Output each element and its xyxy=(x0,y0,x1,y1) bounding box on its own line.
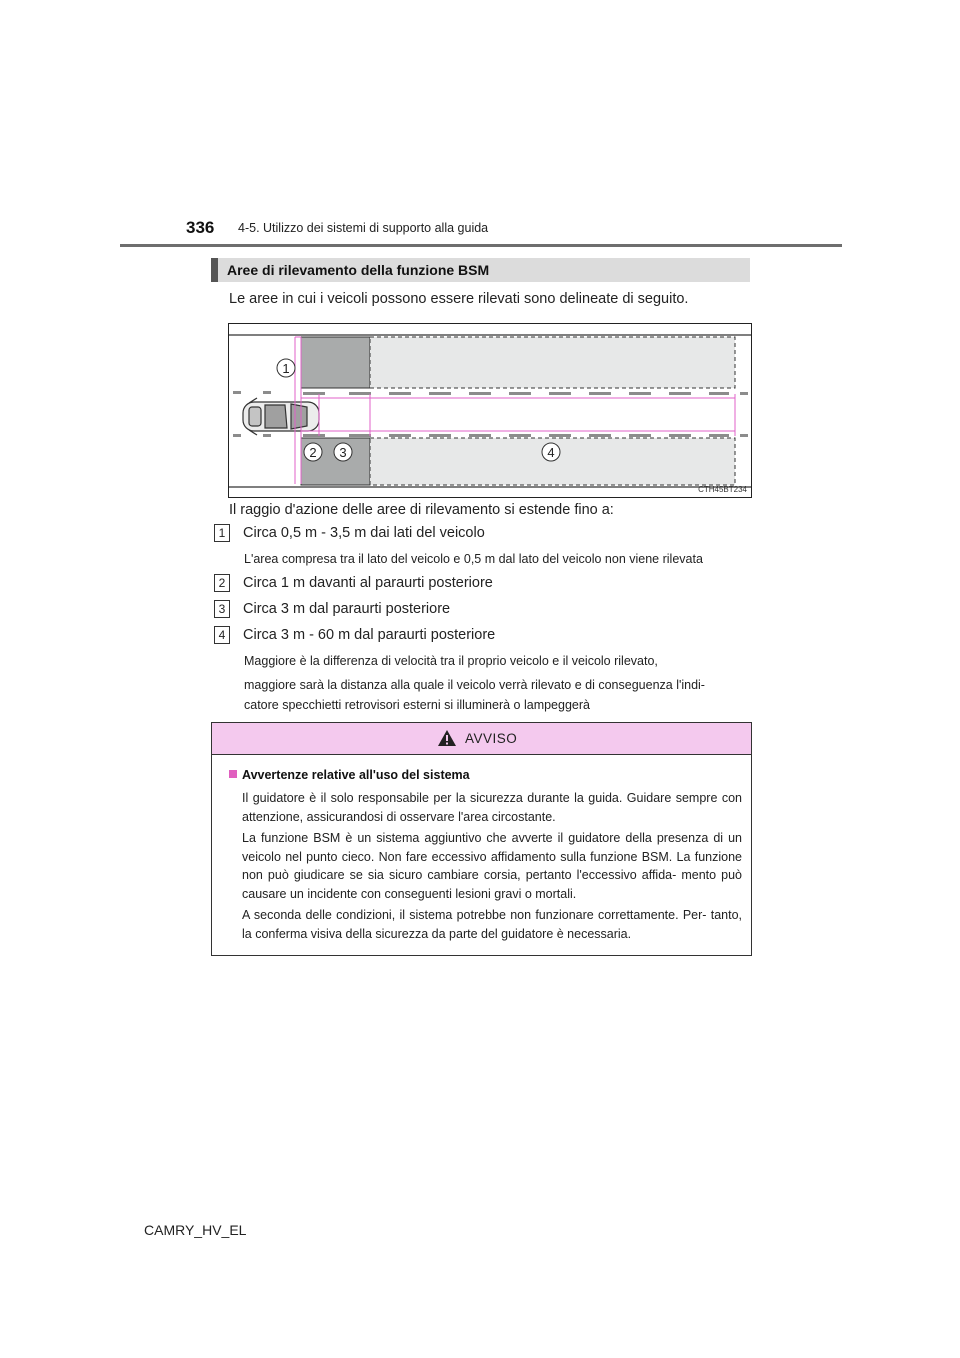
item-number: 3 xyxy=(214,600,230,618)
callout-2-label: 2 xyxy=(309,445,317,460)
title-bar-marker xyxy=(211,258,218,282)
section-title-bar xyxy=(211,258,750,282)
item-text: Circa 1 m davanti al paraurti posteriore xyxy=(243,574,493,591)
intro-text: Le aree in cui i veicoli possono essere rilevati sono delineate di seguito. xyxy=(229,291,689,307)
section-header: 4-5. Utilizzo dei sistemi di supporto alla guida xyxy=(238,221,489,235)
list-item xyxy=(214,524,485,542)
zone-top-far xyxy=(370,337,735,388)
range-intro: Il raggio d'azione delle aree di rilevamento si estende fino a: xyxy=(229,502,614,518)
item-note: L'area compresa tra il lato del veicolo e 0,5 m dal lato del veicolo non viene rilevata xyxy=(244,552,703,566)
item-number: 1 xyxy=(214,524,230,542)
list-item xyxy=(214,600,450,618)
footer-model-code: CAMRY_HV_EL xyxy=(144,1222,247,1238)
callout-4-label: 4 xyxy=(547,445,555,460)
zone-top-rear xyxy=(301,337,370,388)
callout-3 xyxy=(334,443,352,461)
warning-paragraph: A seconda delle condizioni, il sistema potrebbe non funzionare correttamente. Per- tanto, la conferma visiva della sicurezza da parte del guidatore è necessaria. xyxy=(242,908,742,941)
car-icon xyxy=(243,398,319,435)
callout-2 xyxy=(304,443,322,461)
item-text: Circa 3 m - 60 m dal paraurti posteriore xyxy=(243,626,496,643)
warning-triangle-icon xyxy=(437,729,457,747)
item-note: catore specchietti retrovisori esterni si illuminerà o lampeggerà xyxy=(244,698,590,712)
item-note: Maggiore è la differenza di velocità tra il proprio veicolo e il veicolo rilevato, xyxy=(244,654,658,668)
item-text: Circa 3 m dal paraurti posteriore xyxy=(243,600,451,617)
diagram-code: CTH45BT234 xyxy=(698,485,747,494)
warning-paragraph: La funzione BSM è un sistema aggiuntivo che avverte il guidatore della presenza di un veicolo nel punto cieco. Non fare eccessivo affidamento sulla funzione BSM. La funzione non può giudicare se sia sicuro cambiare corsia, pertanto l'eccessivo affida- mento può causare un incidente con conseguenti lesioni gravi o mortali. xyxy=(242,831,742,901)
item-text: Circa 0,5 m - 3,5 m dai lati del veicolo xyxy=(243,524,485,541)
warning-title: AVVISO xyxy=(465,731,518,746)
item-number: 4 xyxy=(214,626,230,644)
warning-paragraph: Il guidatore è il solo responsabile per la sicurezza durante la guida. Guidare sempre con attenzione, assicurandosi di osservare l'area circostante. xyxy=(242,791,742,824)
callout-3-label: 3 xyxy=(339,445,347,460)
warning-header xyxy=(212,723,751,755)
square-bullet-icon xyxy=(229,770,237,778)
warning-subtitle: Avvertenze relative all'uso del sistema xyxy=(242,768,470,782)
item-note: maggiore sarà la distanza alla quale il veicolo verrà rilevato e di conseguenza l'indi- xyxy=(244,678,705,692)
callout-1 xyxy=(277,359,295,377)
item-number: 2 xyxy=(214,574,230,592)
callout-1-label: 1 xyxy=(282,361,290,376)
callout-4 xyxy=(542,443,560,461)
bsm-detection-diagram xyxy=(228,323,752,498)
section-title: Aree di rilevamento della funzione BSM xyxy=(227,262,490,278)
diagram-illustration xyxy=(229,324,751,497)
page-number: 336 xyxy=(186,218,215,237)
header-rule xyxy=(120,244,842,247)
warning-subtitle-row xyxy=(229,768,470,782)
warning-box xyxy=(211,722,752,956)
list-item xyxy=(214,626,495,644)
list-item xyxy=(214,574,493,592)
